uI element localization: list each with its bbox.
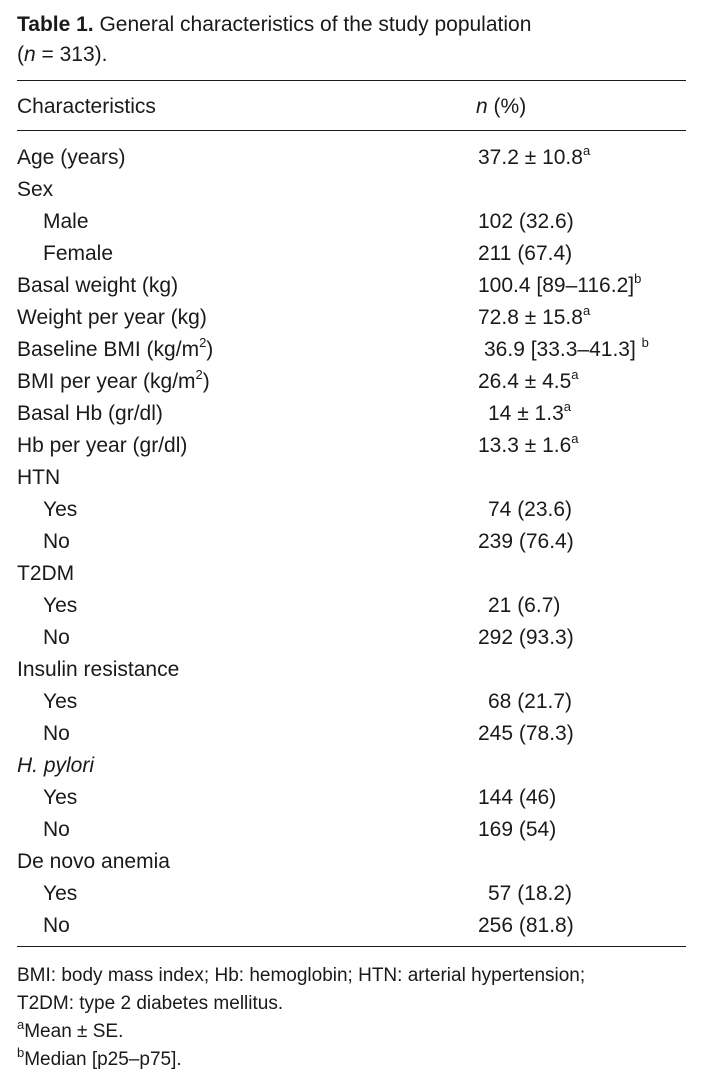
table-row [0, 366, 703, 398]
table-row [0, 430, 703, 462]
row-label: Yes [43, 690, 78, 713]
row-label: No [43, 530, 70, 553]
row-value: 245 (78.3) [478, 722, 574, 745]
row-value: 169 (54) [478, 818, 557, 841]
row-label: HTN [17, 466, 61, 489]
table-row [0, 590, 703, 622]
row-value: 13.3 ± 1.6$^a$ [478, 431, 579, 457]
row-value: 74 (23.6) [488, 498, 573, 521]
row-label: Weight per year (kg) [17, 306, 207, 329]
row-label: Sex [17, 178, 54, 201]
row-value: 292 (93.3) [478, 626, 574, 649]
row-label: No [43, 626, 70, 649]
table-body [0, 142, 703, 942]
row-value: 37.2 ± 10.8$^a$ [478, 143, 591, 169]
table-row [0, 526, 703, 558]
caption-n-open: ( [17, 43, 24, 66]
row-value: 72.8 ± 15.8$^a$ [478, 303, 591, 329]
table-row [0, 686, 703, 718]
row-value: 21 (6.7) [488, 594, 561, 617]
table-row [0, 302, 703, 334]
table-row [0, 622, 703, 654]
row-value: 144 (46) [478, 786, 557, 809]
top-rule [17, 80, 686, 81]
row-label: Yes [43, 786, 78, 809]
table-row [0, 270, 703, 302]
row-label: Female [43, 242, 114, 265]
row-label: No [43, 722, 70, 745]
row-label: No [43, 914, 70, 937]
row-label: H. pylori [17, 754, 95, 777]
row-label: Basal Hb (gr/dl) [17, 402, 163, 425]
table-row [0, 398, 703, 430]
row-value: 26.4 ± 4.5$^a$ [478, 367, 579, 393]
table-row [0, 174, 703, 206]
caption-label: Table 1. [17, 13, 94, 36]
bottom-rule [17, 946, 686, 947]
table-row [0, 206, 703, 238]
row-value: 57 (18.2) [488, 882, 573, 905]
footnote-abbreviations-1: BMI: body mass index; Hb: hemoglobin; HTN: arterial hypertension; [17, 965, 586, 986]
table-row [0, 494, 703, 526]
table-row [0, 846, 703, 878]
header-characteristics: Characteristics [17, 95, 156, 118]
table-row [0, 654, 703, 686]
row-value: 239 (76.4) [478, 530, 574, 553]
row-value: 256 (81.8) [478, 914, 574, 937]
row-label: Male [43, 210, 89, 233]
table-row [0, 814, 703, 846]
table-row [0, 334, 703, 366]
caption-n-rest: = 313). [35, 43, 108, 66]
caption-n-italic: n [24, 43, 36, 66]
footnote-b: $^b$Median [p25–p75]. [17, 1044, 182, 1070]
table-row [0, 718, 703, 750]
footnote-a: $^a$Mean ± SE. [17, 1016, 124, 1042]
table-row [0, 750, 703, 782]
row-label: Basal weight (kg) [17, 274, 179, 297]
table-caption [17, 10, 687, 70]
row-label: Baseline BMI $(kg/m^2)$ [17, 335, 214, 361]
row-label: Yes [43, 594, 78, 617]
header-n-percent: n (%) [476, 95, 527, 118]
row-label: De novo anemia [17, 850, 170, 873]
table-row [0, 462, 703, 494]
row-label: Age (years) [17, 146, 126, 169]
row-value: 102 (32.6) [478, 210, 574, 233]
table-row [0, 142, 703, 174]
row-value: 100.4 $[89-116.2]^b$ [478, 271, 642, 297]
row-label: Insulin resistance [17, 658, 180, 681]
row-label: Yes [43, 498, 78, 521]
row-value: 36.9 [33.3–41.3] $^b$ [484, 335, 649, 361]
table-row [0, 782, 703, 814]
row-label: BMI per year $(kg/m^2)$ [17, 367, 210, 393]
table-row [0, 910, 703, 942]
table-row [0, 238, 703, 270]
row-label: Yes [43, 882, 78, 905]
row-value: 68 (21.7) [488, 690, 573, 713]
header-rule [17, 130, 686, 131]
caption-text: General characteristics of the study population [93, 13, 532, 36]
row-label: No [43, 818, 70, 841]
row-value: 211 (67.4) [478, 242, 573, 265]
table-row [0, 878, 703, 910]
footnote-abbreviations-2: T2DM: type 2 diabetes mellitus. [17, 993, 284, 1014]
table-footnotes [17, 962, 687, 1074]
row-label: Hb per year (gr/dl) [17, 434, 188, 457]
row-value: 14 ± 1.3$^a$ [488, 399, 571, 425]
row-label: T2DM [17, 562, 75, 585]
table-row [0, 558, 703, 590]
